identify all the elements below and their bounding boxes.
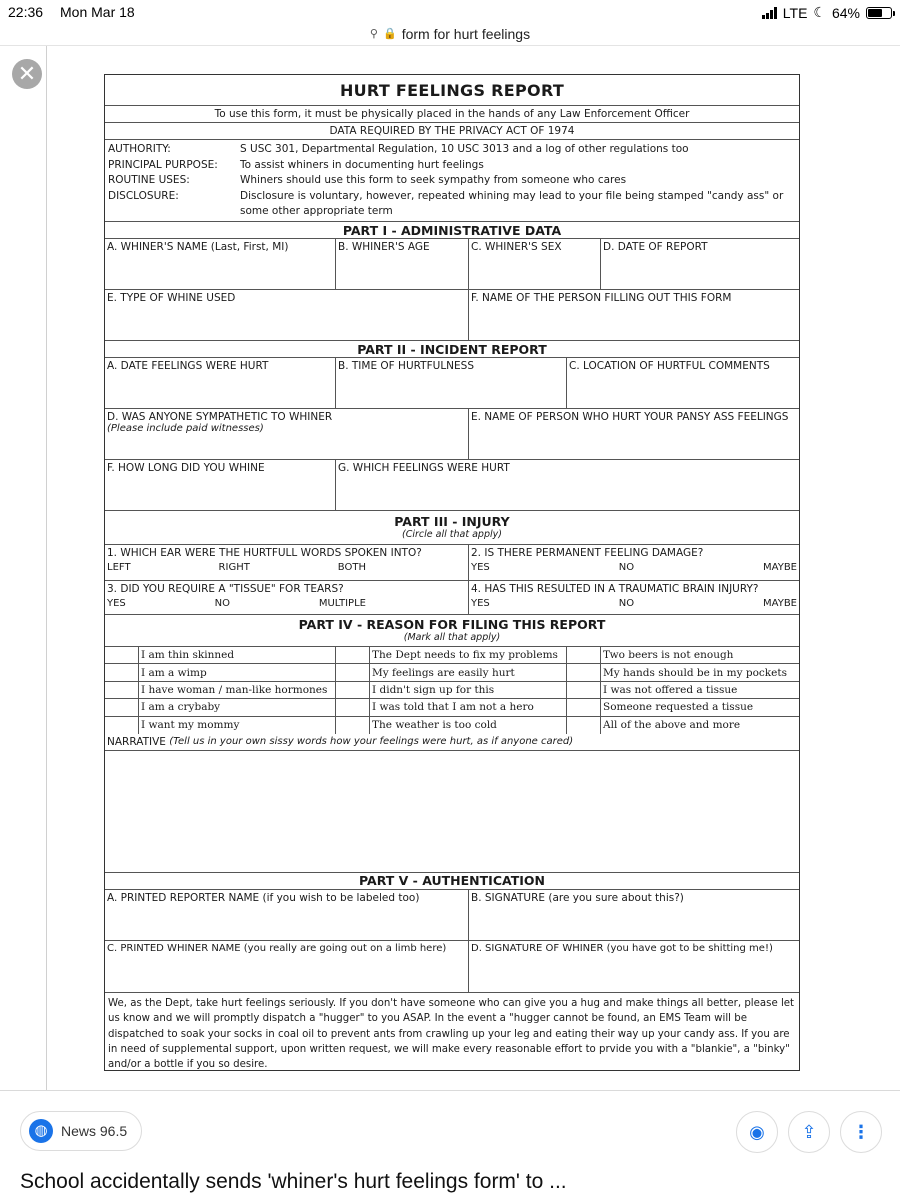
reason-item: I want my mommy xyxy=(139,717,336,734)
authority-block xyxy=(105,140,799,222)
date-hurt-label: A. DATE FEELINGS WERE HURT xyxy=(107,360,269,372)
authority-label: AUTHORITY: xyxy=(108,143,171,155)
feelings-hurt-label: G. WHICH FEELINGS WERE HURT xyxy=(338,462,510,474)
routine-uses-label: ROUTINE USES: xyxy=(108,174,190,186)
sympathetic-note: (Please include paid witnesses) xyxy=(107,423,264,434)
reason-item: Someone requested a tissue xyxy=(603,701,754,714)
damage-option-maybe[interactable]: MAYBE xyxy=(763,562,797,573)
reason-checkbox[interactable] xyxy=(336,682,370,698)
part4-header xyxy=(105,615,799,647)
reason-item: I was told that I am not a hero xyxy=(370,699,567,715)
report-date-label: D. DATE OF REPORT xyxy=(603,241,708,253)
ear-option-both[interactable]: BOTH xyxy=(337,562,366,573)
whine-duration-label: F. HOW LONG DID YOU WHINE xyxy=(107,462,265,474)
authority-value: S USC 301, Departmental Regulation, 10 USC 3013 and a log of other regulations too xyxy=(240,143,689,155)
reason-checkbox[interactable] xyxy=(336,664,370,680)
reason-item: My hands should be in my pockets xyxy=(603,666,787,679)
reason-item: I was not offered a tissue xyxy=(603,683,738,696)
narrative-field[interactable] xyxy=(105,751,799,873)
reason-checkbox[interactable] xyxy=(105,699,139,715)
url-bar[interactable] xyxy=(0,22,900,46)
tissue-question xyxy=(105,581,469,614)
reason-checkbox[interactable] xyxy=(567,717,601,734)
reason-item: I didn't sign up for this xyxy=(370,682,567,698)
brain-option-yes[interactable]: YES xyxy=(471,598,490,609)
reason-item: I am a wimp xyxy=(139,664,336,680)
part2-heading: PART II - INCIDENT REPORT xyxy=(105,341,799,358)
search-icon: ⚲ xyxy=(369,28,378,40)
viewer-divider xyxy=(46,46,47,1090)
part5-row2 xyxy=(105,941,799,993)
url-text[interactable]: form for hurt feelings xyxy=(401,25,531,42)
image-viewer xyxy=(0,46,900,1092)
result-footer xyxy=(0,1092,900,1200)
whiner-age-field[interactable] xyxy=(336,239,469,289)
brain-option-no[interactable]: NO xyxy=(618,598,635,609)
part2-row2 xyxy=(105,409,799,460)
narrative-note: (Tell us in your own sissy words how your feelings were hurt, as if anyone cared) xyxy=(169,736,574,748)
part3-header xyxy=(105,511,799,545)
form-instruction: To use this form, it must be physically placed in the hands of any Law Enforcement Officer xyxy=(105,106,799,123)
lock-icon: 🔒 xyxy=(382,28,397,40)
lens-icon: ◉ xyxy=(749,1121,765,1142)
status-indicators xyxy=(762,4,892,21)
narrative-label: NARRATIVE xyxy=(107,735,166,748)
ear-question xyxy=(105,545,469,580)
reporter-name-label: A. PRINTED REPORTER NAME (if you wish to be labeled too) xyxy=(107,891,420,904)
part1-heading: PART I - ADMINISTRATIVE DATA xyxy=(105,222,799,239)
reason-checkbox[interactable] xyxy=(567,682,601,698)
tissue-question-label: 3. DID YOU REQUIRE A "TISSUE" FOR TEARS? xyxy=(107,583,344,595)
close-icon: ✕ xyxy=(17,61,37,86)
tissue-option-multiple[interactable]: MULTIPLE xyxy=(318,598,366,609)
part1-row2 xyxy=(105,290,799,341)
part4-heading: PART IV - REASON FOR FILING THIS REPORT xyxy=(298,617,606,632)
brain-option-maybe[interactable]: MAYBE xyxy=(763,598,797,609)
filer-name-field[interactable] xyxy=(469,290,799,340)
ear-question-label: 1. WHICH EAR WERE THE HURTFULL WORDS SPOKEN INTO? xyxy=(107,547,422,559)
damage-question xyxy=(469,545,799,580)
damage-option-no[interactable]: NO xyxy=(618,562,635,573)
filer-name-label: F. NAME OF THE PERSON FILLING OUT THIS FORM xyxy=(471,292,732,304)
moon-icon: ☾ xyxy=(813,4,826,20)
reason-item: The Dept needs to fix my problems xyxy=(370,647,567,663)
reason-item: Two beers is not enough xyxy=(603,649,734,662)
part3-heading: PART III - INJURY xyxy=(394,514,510,529)
damage-option-yes[interactable]: YES xyxy=(471,562,490,573)
status-bar xyxy=(0,0,900,22)
whiner-sex-field[interactable] xyxy=(469,239,601,289)
reason-checkbox[interactable] xyxy=(105,717,139,734)
brain-injury-question-label: 4. HAS THIS RESULTED IN A TRAUMATIC BRAIN INJURY? xyxy=(471,583,759,595)
narrative-label-row xyxy=(105,734,799,751)
close-button[interactable] xyxy=(12,59,42,89)
hurter-name-label: E. NAME OF PERSON WHO HURT YOUR PANSY ASS FEELINGS xyxy=(471,411,789,423)
reason-row xyxy=(105,647,799,664)
disclosure-label: DISCLOSURE: xyxy=(108,189,179,202)
status-date: Mon Mar 18 xyxy=(60,4,135,20)
more-vert-icon: ⋮ xyxy=(852,1121,870,1142)
reporter-signature-field[interactable] xyxy=(469,890,799,940)
reason-item: I have woman / man-like hormones xyxy=(139,682,336,698)
damage-question-label: 2. IS THERE PERMANENT FEELING DAMAGE? xyxy=(471,547,704,559)
whine-duration-field[interactable] xyxy=(105,460,336,510)
whiner-sex-label: C. WHINER'S SEX xyxy=(471,241,562,253)
status-time: 22:36 xyxy=(8,4,44,20)
share-button[interactable] xyxy=(788,1111,830,1153)
part5-row1 xyxy=(105,890,799,941)
routine-uses-value: Whiners should use this form to seek sympathy from someone who cares xyxy=(240,174,627,186)
reason-row xyxy=(105,682,799,699)
result-caption[interactable]: School accidentally sends 'whiner's hurt feelings form' to ... xyxy=(20,1170,567,1193)
reason-checkbox[interactable] xyxy=(567,647,601,663)
part3-subtitle: (Circle all that apply) xyxy=(402,529,502,540)
hurt-feelings-form xyxy=(104,74,800,1071)
reason-checkbox[interactable] xyxy=(567,699,601,715)
reason-checkbox[interactable] xyxy=(105,647,139,663)
part2-row3 xyxy=(105,460,799,511)
reason-row xyxy=(105,664,799,681)
hurter-name-field[interactable] xyxy=(469,409,799,459)
lens-button[interactable] xyxy=(736,1111,778,1153)
whiner-signature-field[interactable] xyxy=(469,941,799,992)
reason-item: I am thin skinned xyxy=(139,647,336,663)
reason-checkbox[interactable] xyxy=(336,717,370,734)
time-hurt-field[interactable] xyxy=(336,358,567,408)
closing-statement: We, as the Dept, take hurt feelings seriously. If you don't have someone who can give you a hug and make things all better, please let us know and we will promptly dispatch a "hugger" to you ASAP. In the event a "hugger cannot be found, an EMS Team will be dispatched to soak your socks in coal oil to prevent ants from crawling up your leg and eating their way up your candy ass. If you are in need of supplemental support, upon written request, we will make every reasonable effort to prvide you with a "blankie", a "binky" and/or a bottle if you so desire. xyxy=(108,997,795,1071)
reason-item: My feelings are easily hurt xyxy=(370,664,567,680)
reason-checkbox[interactable] xyxy=(336,647,370,663)
reason-item: All of the above and more xyxy=(603,719,741,732)
reason-row xyxy=(105,699,799,716)
battery-fill xyxy=(868,9,882,17)
reason-checkbox[interactable] xyxy=(567,664,601,680)
whiner-age-label: B. WHINER'S AGE xyxy=(338,241,430,253)
date-hurt-field[interactable] xyxy=(105,358,336,408)
feelings-hurt-field[interactable] xyxy=(336,460,799,510)
reason-checkbox[interactable] xyxy=(105,682,139,698)
disclosure-value: Disclosure is voluntary, however, repeated whining may lead to your file being stamped "candy ass" or some other appropriate term xyxy=(240,189,784,217)
battery-percent: 64% xyxy=(831,4,860,21)
reason-grid xyxy=(105,647,799,734)
whiner-name-field[interactable] xyxy=(105,239,336,289)
whiner-printed-name-field[interactable] xyxy=(105,941,469,992)
whiner-printed-name-label: C. PRINTED WHINER NAME (you really are going out on a limb here) xyxy=(107,942,447,954)
location-label: C. LOCATION OF HURTFUL COMMENTS xyxy=(569,360,770,372)
share-icon: ⇪ xyxy=(801,1121,817,1142)
tissue-option-yes[interactable]: YES xyxy=(107,598,126,609)
source-name: News 96.5 xyxy=(61,1123,128,1139)
part2-row1 xyxy=(105,358,799,409)
reason-checkbox[interactable] xyxy=(336,699,370,715)
part5-heading: PART V - AUTHENTICATION xyxy=(105,873,799,890)
form-title: HURT FEELINGS REPORT xyxy=(105,75,799,106)
network-label: LTE xyxy=(782,4,808,21)
more-button[interactable] xyxy=(840,1111,882,1153)
ear-option-right[interactable]: RIGHT xyxy=(218,562,250,573)
part3-row1 xyxy=(105,545,799,581)
purpose-label: PRINCIPAL PURPOSE: xyxy=(108,158,218,171)
reason-item: I am a crybaby xyxy=(139,699,336,715)
viewer-bottom-divider xyxy=(0,1090,900,1091)
whiner-name-label: A. WHINER'S NAME (Last, First, MI) xyxy=(107,241,289,253)
reason-row xyxy=(105,717,799,734)
whine-type-field[interactable] xyxy=(105,290,469,340)
sympathetic-label: D. WAS ANYONE SYMPATHETIC TO WHINER xyxy=(107,411,333,423)
battery-icon xyxy=(866,7,892,19)
location-field[interactable] xyxy=(567,358,799,408)
part3-row2 xyxy=(105,581,799,615)
sympathetic-field[interactable] xyxy=(105,409,469,459)
signal-icon xyxy=(762,7,777,19)
reason-item: The weather is too cold xyxy=(370,717,567,734)
privacy-act-line: DATA REQUIRED BY THE PRIVACY ACT OF 1974 xyxy=(105,123,799,140)
ear-option-left[interactable]: LEFT xyxy=(107,562,131,573)
part4-subtitle: (Mark all that apply) xyxy=(403,632,501,643)
reporter-name-field[interactable] xyxy=(105,890,469,940)
globe-icon: ◍ xyxy=(29,1119,53,1143)
whine-type-label: E. TYPE OF WHINE USED xyxy=(107,292,236,304)
brain-injury-question xyxy=(469,581,799,614)
tissue-option-no[interactable]: NO xyxy=(214,598,230,609)
reason-checkbox[interactable] xyxy=(105,664,139,680)
time-hurt-label: B. TIME OF HURTFULNESS xyxy=(338,360,474,372)
purpose-value: To assist whiners in documenting hurt feelings xyxy=(240,158,484,171)
part1-row1 xyxy=(105,239,799,290)
report-date-field[interactable] xyxy=(601,239,799,289)
reporter-signature-label: B. SIGNATURE (are you sure about this?) xyxy=(471,891,684,904)
whiner-signature-label: D. SIGNATURE OF WHINER (you have got to be shitting me!) xyxy=(471,942,773,954)
source-chip[interactable] xyxy=(20,1111,142,1151)
